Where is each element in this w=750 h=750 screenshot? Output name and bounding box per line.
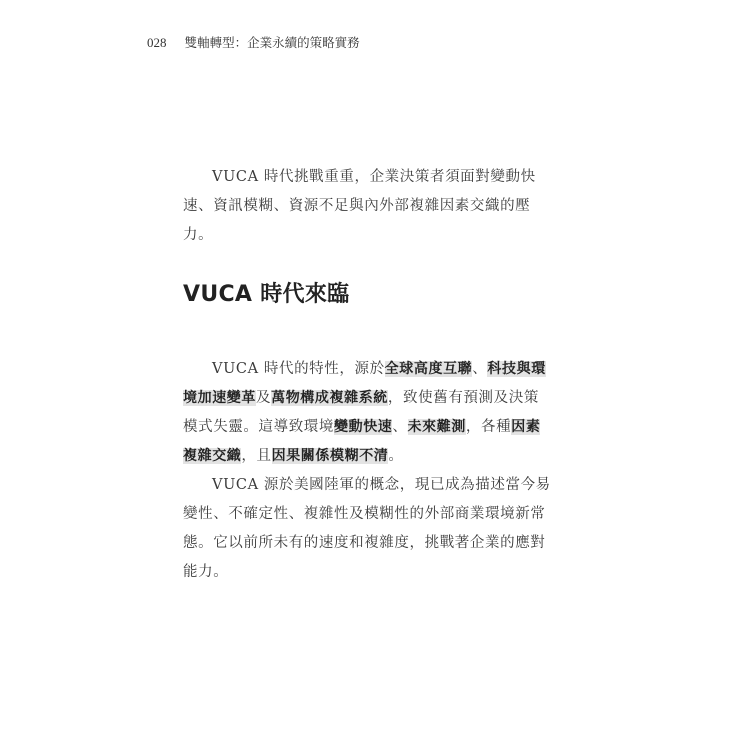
- highlight-tech-env-change: 科技與環境加速變革: [183, 361, 546, 406]
- vuca-traits-paragraph: [183, 355, 551, 471]
- text-segment: 、: [392, 419, 408, 435]
- text-segment: VUCA 時代的特性，源於: [212, 361, 385, 377]
- highlight-complex-system: 萬物構成複雜系統: [271, 390, 388, 406]
- highlight-rapid-change: 變動快速: [334, 419, 393, 435]
- text-segment: ，且: [241, 448, 272, 464]
- highlight-complex-factors: 因素複雜交織: [183, 419, 541, 464]
- highlight-unpredictable-future: 未來難測: [407, 419, 466, 435]
- section-heading: VUCA 時代來臨: [183, 282, 350, 307]
- highlight-global-interconnection: 全球高度互聯: [384, 361, 473, 377]
- text-segment: 。: [388, 448, 404, 464]
- page-number: 028: [147, 35, 167, 50]
- running-header: [147, 34, 360, 53]
- highlight-unclear-causality: 因果關係模糊不清: [271, 448, 389, 464]
- vuca-origin-paragraph: VUCA 源於美國陸軍的概念，現已成為描述當今易變性、不確定性、複雜性及模糊性的外部商業環境新常態。它以前所未有的速度和複雜度，挑戰著企業的應對能力。: [183, 477, 551, 580]
- book-title: 雙軸轉型：企業永續的策略實務: [184, 35, 360, 50]
- text-segment: 、: [472, 361, 488, 377]
- text-segment: ，致使舊有預測及決策模式失靈。這導致環境: [183, 390, 539, 435]
- intro-paragraph: VUCA 時代挑戰重重，企業決策者須面對變動快速、資訊模糊、資源不足與內外部複雜因素交織的壓力。: [183, 169, 536, 243]
- text-segment: ，各種: [465, 419, 512, 435]
- text-segment: 及: [256, 390, 272, 406]
